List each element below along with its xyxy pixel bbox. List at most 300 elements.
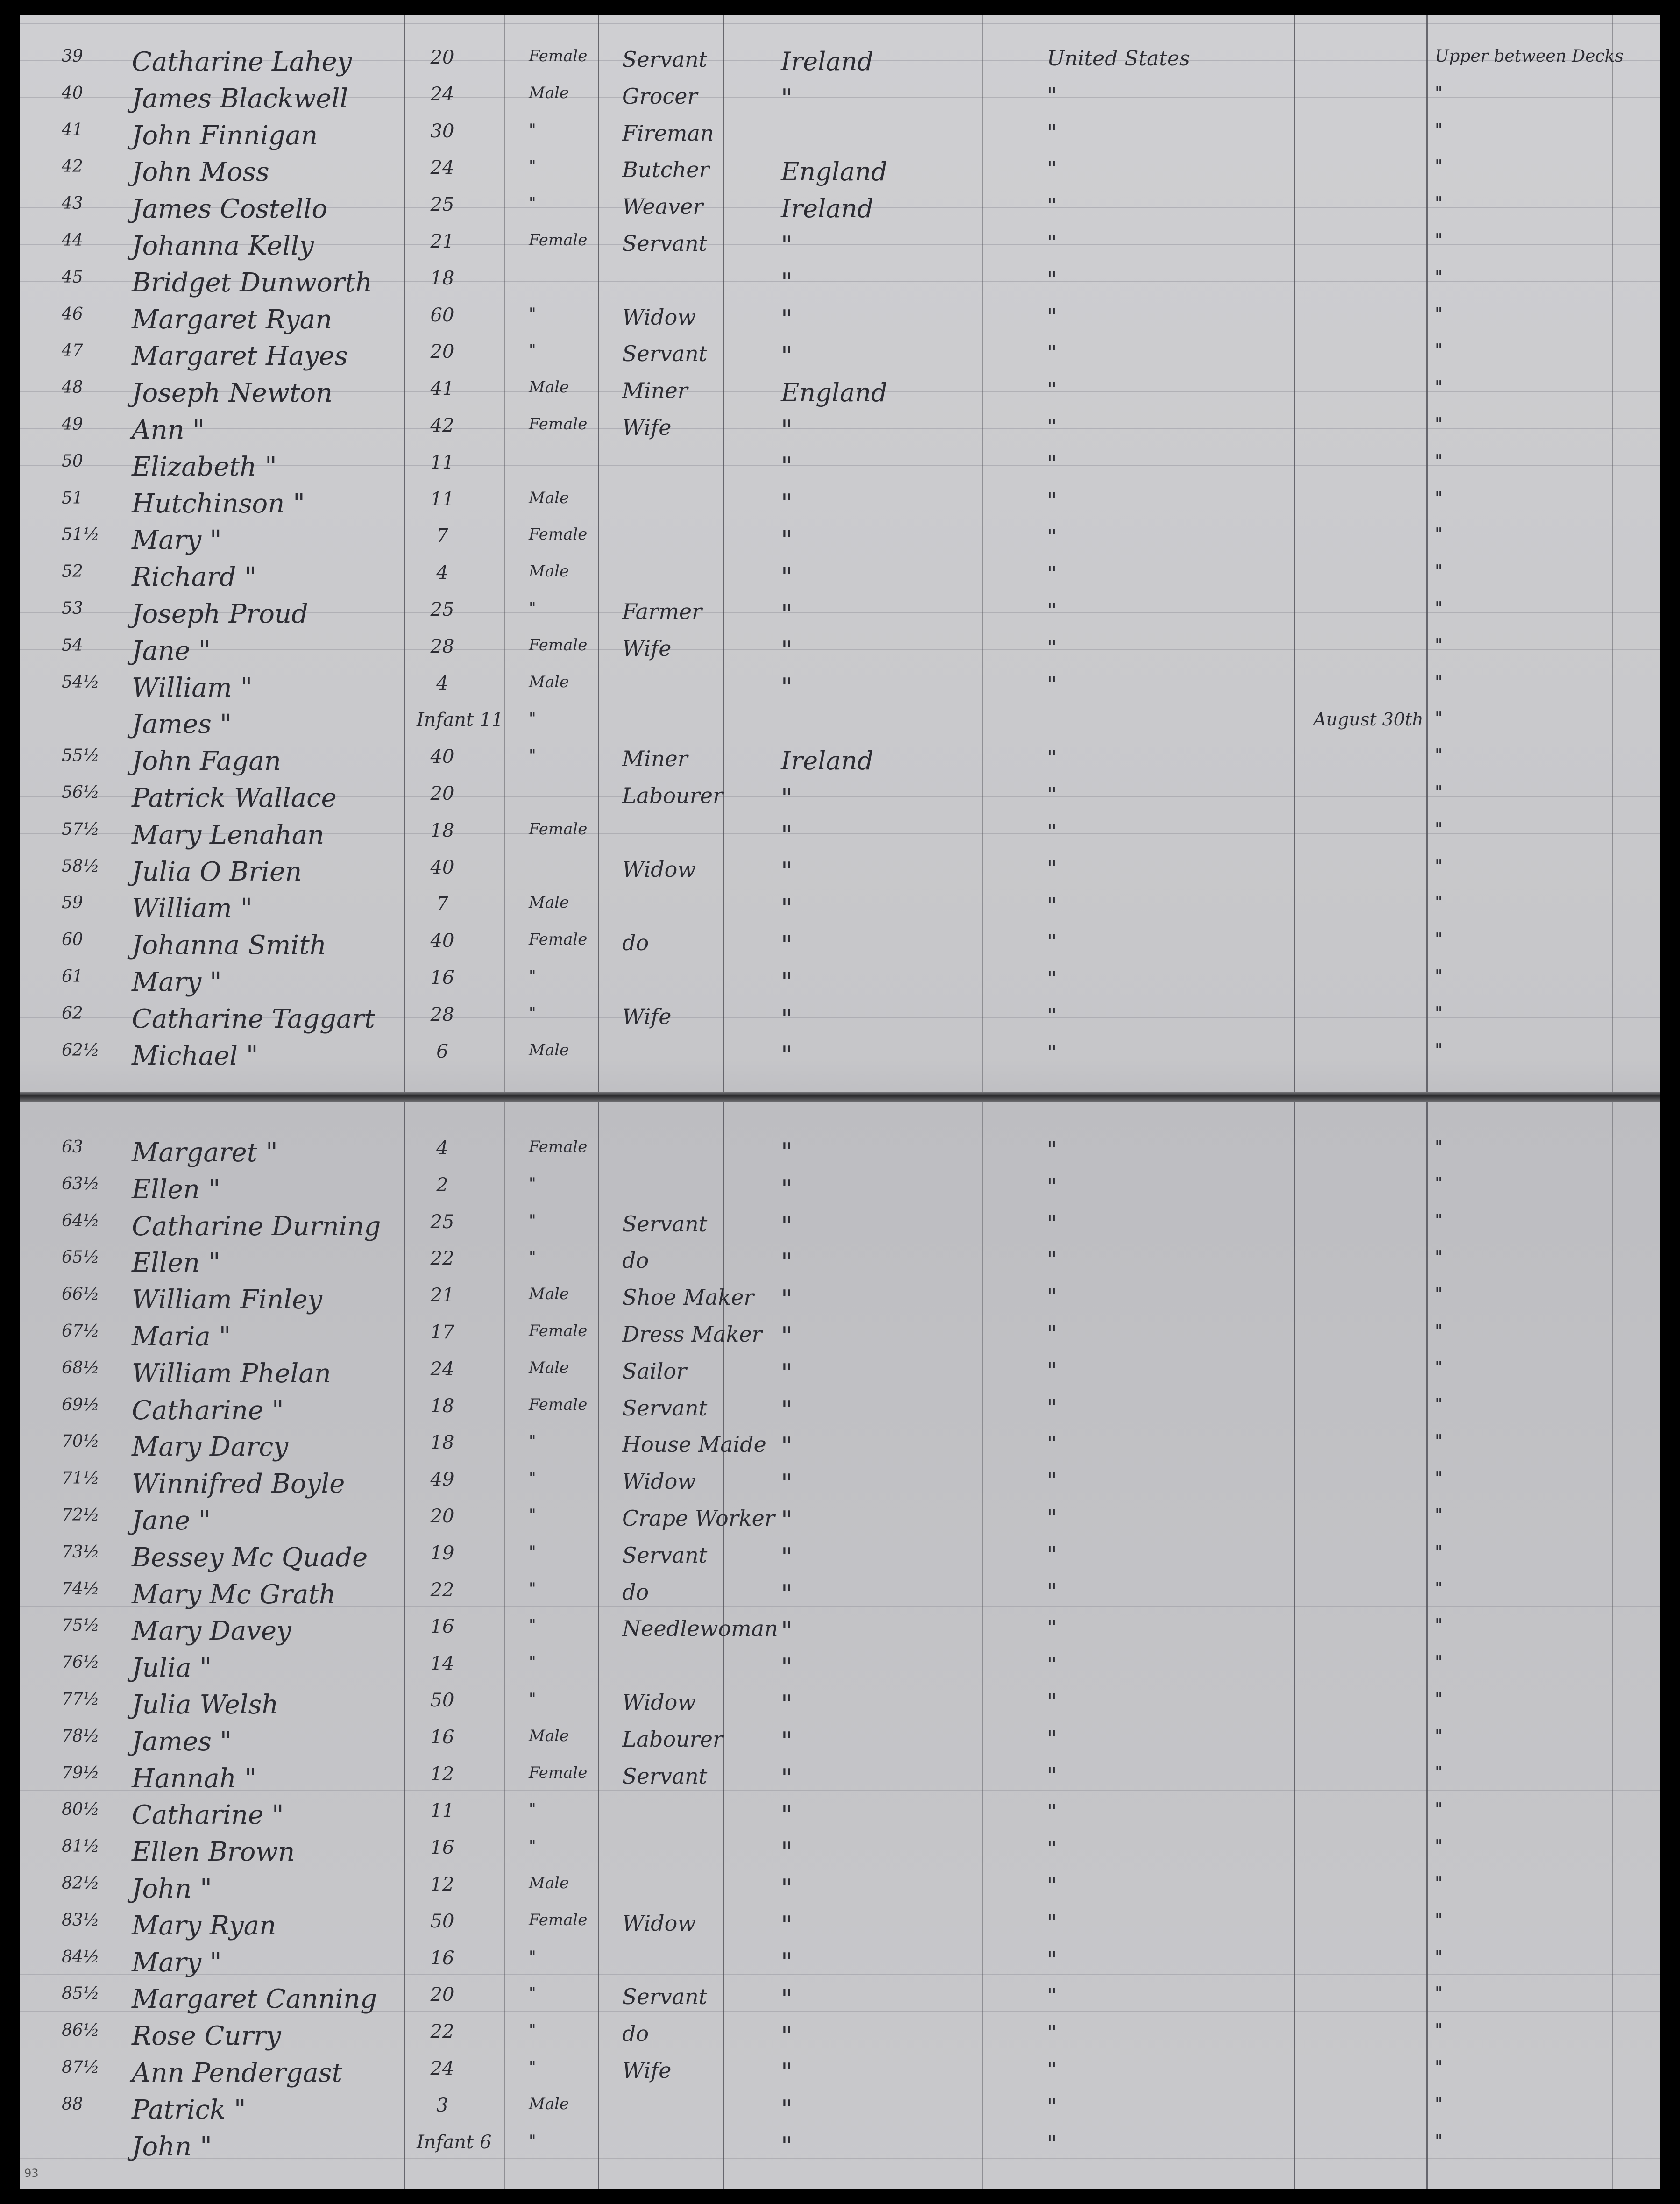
passenger-berth: " bbox=[1435, 120, 1443, 140]
passenger-dest: " bbox=[1047, 194, 1057, 218]
passenger-row bbox=[20, 337, 1660, 374]
passenger-age: 4 bbox=[436, 562, 448, 584]
passenger-berth: " bbox=[1435, 1395, 1443, 1415]
passenger-sex: " bbox=[529, 1800, 536, 1819]
passenger-sex: " bbox=[529, 194, 536, 213]
passenger-country: " bbox=[781, 488, 793, 518]
passenger-sex: Female bbox=[529, 1395, 588, 1414]
passenger-dest: " bbox=[1047, 819, 1057, 844]
passenger-row bbox=[20, 2091, 1660, 2127]
passenger-country: " bbox=[781, 1542, 793, 1572]
passenger-name: James " bbox=[132, 1726, 232, 1757]
passenger-num: 81½ bbox=[62, 1837, 99, 1856]
passenger-name: Patrick " bbox=[132, 2094, 246, 2125]
passenger-country: " bbox=[781, 415, 793, 444]
passenger-name: Julia " bbox=[132, 1653, 212, 1684]
passenger-dest: " bbox=[1047, 2131, 1057, 2155]
passenger-num: 68½ bbox=[62, 1358, 99, 1378]
passenger-occupation: Wife bbox=[622, 415, 672, 440]
passenger-dest: " bbox=[1047, 2058, 1057, 2082]
passenger-row bbox=[20, 1465, 1660, 1501]
passenger-sex: " bbox=[529, 1248, 536, 1267]
passenger-occupation: Wife bbox=[622, 1003, 672, 1029]
passenger-berth: " bbox=[1435, 1322, 1443, 1341]
passenger-name: Catharine Taggart bbox=[132, 1003, 375, 1034]
passenger-num: 56½ bbox=[62, 783, 99, 802]
passenger-num: 42 bbox=[62, 157, 83, 177]
passenger-country: Ireland bbox=[781, 47, 873, 76]
passenger-sex: Male bbox=[529, 562, 569, 581]
passenger-num: 70½ bbox=[62, 1432, 99, 1451]
passenger-name: Margaret Canning bbox=[132, 1984, 377, 2015]
passenger-row bbox=[20, 1428, 1660, 1465]
passenger-num: 67½ bbox=[62, 1322, 99, 1341]
passenger-occupation: Widow bbox=[622, 1690, 696, 1715]
passenger-country: " bbox=[781, 1211, 793, 1241]
passenger-num: 51½ bbox=[62, 525, 99, 545]
passenger-sex: Male bbox=[529, 672, 569, 691]
passenger-sex: Female bbox=[529, 525, 588, 544]
page-fold bbox=[20, 1092, 1660, 1102]
passenger-country: " bbox=[781, 2021, 793, 2051]
passenger-dest: " bbox=[1047, 1837, 1057, 1861]
passenger-num: 73½ bbox=[62, 1542, 99, 1562]
passenger-row bbox=[20, 1281, 1660, 1317]
passenger-sex: " bbox=[529, 1506, 536, 1524]
passenger-occupation: Butcher bbox=[622, 157, 709, 183]
passenger-name: Richard " bbox=[132, 562, 257, 593]
passenger-name: William Phelan bbox=[132, 1358, 331, 1389]
passenger-age: 22 bbox=[430, 1579, 454, 1601]
passenger-num: 40 bbox=[62, 83, 83, 103]
passenger-age: 18 bbox=[430, 819, 454, 841]
passenger-occupation: do bbox=[622, 930, 649, 956]
passenger-berth: " bbox=[1435, 1800, 1443, 1820]
passenger-dest: " bbox=[1047, 1874, 1057, 1898]
passenger-berth: " bbox=[1435, 1432, 1443, 1451]
passenger-berth: " bbox=[1435, 1211, 1443, 1230]
passenger-country: " bbox=[781, 1800, 793, 1830]
passenger-occupation: Crape Worker bbox=[622, 1506, 775, 1531]
passenger-occupation: Sailor bbox=[622, 1358, 687, 1384]
passenger-age: 30 bbox=[430, 120, 454, 142]
passenger-row bbox=[20, 264, 1660, 300]
passenger-num: 82½ bbox=[62, 1874, 99, 1893]
passenger-row bbox=[20, 1208, 1660, 1244]
passenger-dest: " bbox=[1047, 1358, 1057, 1382]
passenger-country: England bbox=[781, 378, 887, 408]
passenger-occupation: Servant bbox=[622, 1763, 708, 1789]
passenger-age: 40 bbox=[430, 746, 454, 768]
passenger-name: James " bbox=[132, 709, 232, 740]
passenger-num: 62½ bbox=[62, 1040, 99, 1060]
passenger-occupation: Labourer bbox=[622, 783, 723, 808]
passenger-name: Julia Welsh bbox=[132, 1690, 279, 1720]
passenger-sex: Female bbox=[529, 47, 588, 65]
passenger-sex: " bbox=[529, 2021, 536, 2040]
passenger-num: 61 bbox=[62, 967, 83, 986]
passenger-num: 65½ bbox=[62, 1248, 99, 1267]
passenger-age: 22 bbox=[430, 1248, 454, 1270]
passenger-row bbox=[20, 374, 1660, 411]
passenger-age: 60 bbox=[430, 304, 454, 326]
passenger-sex: Female bbox=[529, 415, 588, 434]
passenger-sex: " bbox=[529, 1690, 536, 1708]
passenger-berth: " bbox=[1435, 341, 1443, 361]
passenger-age: 21 bbox=[430, 1285, 454, 1307]
passenger-dest: " bbox=[1047, 1211, 1057, 1235]
passenger-dest: " bbox=[1047, 1003, 1057, 1028]
passenger-age: 11 bbox=[430, 488, 454, 510]
passenger-name: Catharine " bbox=[132, 1395, 284, 1426]
passenger-row bbox=[20, 411, 1660, 448]
passenger-num: 57½ bbox=[62, 819, 99, 839]
passenger-num: 66½ bbox=[62, 1285, 99, 1304]
passenger-country: " bbox=[781, 562, 793, 592]
passenger-occupation: Servant bbox=[622, 1395, 708, 1421]
passenger-age: 12 bbox=[430, 1763, 454, 1785]
passenger-dest: " bbox=[1047, 1542, 1057, 1566]
sheet-number: 93 bbox=[24, 2167, 39, 2180]
passenger-berth: " bbox=[1435, 599, 1443, 618]
passenger-country: Ireland bbox=[781, 746, 873, 776]
passenger-country: " bbox=[781, 1432, 793, 1462]
passenger-berth: " bbox=[1435, 1285, 1443, 1304]
passenger-num: 47 bbox=[62, 341, 83, 361]
passenger-row bbox=[20, 595, 1660, 632]
passenger-occupation: do bbox=[622, 1579, 649, 1605]
passenger-country: " bbox=[781, 2094, 793, 2124]
passenger-occupation: Servant bbox=[622, 1211, 708, 1237]
passenger-num: 69½ bbox=[62, 1395, 99, 1415]
passenger-dest: " bbox=[1047, 304, 1057, 328]
passenger-row bbox=[20, 2054, 1660, 2090]
passenger-berth: " bbox=[1435, 2131, 1443, 2151]
passenger-row bbox=[20, 1796, 1660, 1833]
passenger-berth: " bbox=[1435, 1040, 1443, 1060]
passenger-name: Joseph Proud bbox=[132, 599, 308, 629]
passenger-name: Mary Davey bbox=[132, 1616, 291, 1647]
passenger-name: Mary " bbox=[132, 525, 222, 556]
passenger-age: 14 bbox=[430, 1653, 454, 1675]
passenger-name: Joseph Newton bbox=[132, 378, 333, 409]
passenger-sex: " bbox=[529, 1003, 536, 1023]
passenger-occupation: House Maide bbox=[622, 1432, 766, 1457]
passenger-occupation: Widow bbox=[622, 1910, 696, 1936]
passenger-num: 48 bbox=[62, 378, 83, 398]
passenger-country: " bbox=[781, 1040, 793, 1070]
passenger-country: " bbox=[781, 1837, 793, 1867]
passenger-age: 20 bbox=[430, 1506, 454, 1527]
passenger-dest: " bbox=[1047, 599, 1057, 623]
passenger-age: 24 bbox=[430, 2058, 454, 2079]
passenger-dest: " bbox=[1047, 1174, 1057, 1198]
passenger-country: " bbox=[781, 1358, 793, 1388]
passenger-name: Bridget Dunworth bbox=[132, 267, 372, 298]
passenger-name: Margaret " bbox=[132, 1138, 278, 1168]
passenger-sex: " bbox=[529, 157, 536, 176]
passenger-dest: " bbox=[1047, 562, 1057, 586]
passenger-num: 52 bbox=[62, 562, 83, 582]
passenger-row bbox=[20, 1539, 1660, 1575]
passenger-age: 18 bbox=[430, 1432, 454, 1454]
passenger-name: Catharine Lahey bbox=[132, 47, 352, 77]
passenger-num: 74½ bbox=[62, 1579, 99, 1599]
passenger-occupation: Needlewoman bbox=[622, 1616, 778, 1642]
passenger-dest: " bbox=[1047, 1432, 1057, 1456]
passenger-country: " bbox=[781, 83, 793, 113]
passenger-row bbox=[20, 1134, 1660, 1170]
passenger-name: Hutchinson " bbox=[132, 488, 305, 519]
passenger-berth: " bbox=[1435, 2021, 1443, 2040]
passenger-sex: Male bbox=[529, 1726, 569, 1745]
passenger-dest: " bbox=[1047, 2021, 1057, 2045]
passenger-country: " bbox=[781, 967, 793, 996]
passenger-name: Mary " bbox=[132, 967, 222, 997]
passenger-dest: " bbox=[1047, 231, 1057, 255]
passenger-berth: " bbox=[1435, 1616, 1443, 1635]
passenger-occupation: Grocer bbox=[622, 83, 698, 109]
passenger-sex: " bbox=[529, 1174, 536, 1193]
passenger-age: 40 bbox=[430, 856, 454, 878]
passenger-row bbox=[20, 963, 1660, 1000]
passenger-num: 85½ bbox=[62, 1984, 99, 2004]
passenger-row bbox=[20, 1870, 1660, 1906]
passenger-name: John Fagan bbox=[132, 746, 281, 777]
passenger-num: 88 bbox=[62, 2094, 83, 2114]
passenger-row bbox=[20, 301, 1660, 337]
passenger-age: 28 bbox=[430, 1003, 454, 1025]
passenger-row bbox=[20, 669, 1660, 705]
passenger-berth: " bbox=[1435, 1910, 1443, 1930]
passenger-berth: " bbox=[1435, 1763, 1443, 1783]
passenger-sex: Female bbox=[529, 1763, 588, 1782]
passenger-sex: " bbox=[529, 120, 536, 139]
passenger-num: 77½ bbox=[62, 1690, 99, 1709]
passenger-country: " bbox=[781, 525, 793, 555]
passenger-dest: " bbox=[1047, 1138, 1057, 1161]
passenger-country: " bbox=[781, 930, 793, 960]
passenger-dest: " bbox=[1047, 1469, 1057, 1493]
passenger-row bbox=[20, 1907, 1660, 1943]
passenger-country: " bbox=[781, 1763, 793, 1793]
passenger-row bbox=[20, 485, 1660, 521]
passenger-country: " bbox=[781, 1947, 793, 1977]
passenger-row bbox=[20, 1723, 1660, 1759]
passenger-name: James Costello bbox=[132, 194, 328, 225]
passenger-country: " bbox=[781, 304, 793, 334]
passenger-dest: " bbox=[1047, 2094, 1057, 2119]
passenger-sex: " bbox=[529, 709, 536, 728]
passenger-country: " bbox=[781, 1579, 793, 1609]
passenger-age: 20 bbox=[430, 783, 454, 804]
passenger-num: 58½ bbox=[62, 856, 99, 876]
passenger-country: " bbox=[781, 1984, 793, 2014]
passenger-num: 51 bbox=[62, 488, 83, 508]
passenger-row bbox=[20, 190, 1660, 227]
passenger-sex: " bbox=[529, 2131, 536, 2150]
passenger-country: " bbox=[781, 783, 793, 812]
passenger-dest: " bbox=[1047, 1040, 1057, 1065]
passenger-age: 50 bbox=[430, 1910, 454, 1932]
passenger-age: 16 bbox=[430, 1616, 454, 1638]
passenger-sex: Female bbox=[529, 930, 588, 949]
manifest-sheet bbox=[20, 15, 1660, 2189]
passenger-row bbox=[20, 1649, 1660, 1685]
passenger-num: 86½ bbox=[62, 2021, 99, 2040]
passenger-occupation: Wife bbox=[622, 635, 672, 661]
passenger-country: " bbox=[781, 1138, 793, 1167]
passenger-age: 12 bbox=[430, 1874, 454, 1895]
passenger-row bbox=[20, 1944, 1660, 1980]
passenger-berth: " bbox=[1435, 304, 1443, 324]
passenger-occupation: Farmer bbox=[622, 599, 702, 624]
passenger-dest: " bbox=[1047, 1947, 1057, 1971]
passenger-num: 79½ bbox=[62, 1763, 99, 1783]
passenger-name: William Finley bbox=[132, 1285, 323, 1315]
passenger-country: " bbox=[781, 635, 793, 665]
passenger-num: 39 bbox=[62, 47, 83, 66]
passenger-sex: Male bbox=[529, 893, 569, 912]
passenger-age: 41 bbox=[430, 378, 454, 400]
passenger-num: 44 bbox=[62, 231, 83, 250]
passenger-num: 49 bbox=[62, 415, 83, 434]
passenger-berth: " bbox=[1435, 267, 1443, 287]
passenger-dest: " bbox=[1047, 1248, 1057, 1272]
passenger-date: August 30th bbox=[1313, 709, 1424, 730]
passenger-age: 16 bbox=[430, 1726, 454, 1748]
passenger-occupation: Fireman bbox=[622, 120, 714, 146]
passenger-dest: " bbox=[1047, 341, 1057, 365]
passenger-num: 41 bbox=[62, 120, 83, 140]
passenger-num: 62 bbox=[62, 1003, 83, 1023]
passenger-num: 50 bbox=[62, 451, 83, 471]
passenger-dest: United States bbox=[1047, 47, 1190, 71]
passenger-dest: " bbox=[1047, 1579, 1057, 1603]
passenger-row bbox=[20, 1171, 1660, 1207]
passenger-name: William " bbox=[132, 893, 253, 924]
passenger-sex: Male bbox=[529, 1358, 569, 1377]
passenger-country: " bbox=[781, 2131, 793, 2161]
passenger-row bbox=[20, 1244, 1660, 1280]
passenger-num: 60 bbox=[62, 930, 83, 950]
passenger-berth: " bbox=[1435, 1874, 1443, 1893]
passenger-sex: Female bbox=[529, 635, 588, 654]
passenger-sex: " bbox=[529, 1947, 536, 1966]
passenger-berth: " bbox=[1435, 1947, 1443, 1967]
passenger-dest: " bbox=[1047, 635, 1057, 660]
passenger-name: Mary " bbox=[132, 1947, 222, 1978]
passenger-country: " bbox=[781, 1874, 793, 1903]
passenger-name: Hannah " bbox=[132, 1763, 257, 1794]
passenger-num: 83½ bbox=[62, 1910, 99, 1930]
passenger-age: 24 bbox=[430, 157, 454, 179]
passenger-name: Margaret Hayes bbox=[132, 341, 348, 372]
passenger-country: " bbox=[781, 1248, 793, 1278]
passenger-berth: " bbox=[1435, 1358, 1443, 1378]
passenger-occupation: Weaver bbox=[622, 194, 703, 220]
passenger-sex: Male bbox=[529, 1040, 569, 1059]
passenger-sex: Male bbox=[529, 1285, 569, 1304]
passenger-row bbox=[20, 153, 1660, 190]
passenger-occupation: Widow bbox=[622, 856, 696, 882]
passenger-berth: " bbox=[1435, 451, 1443, 471]
passenger-berth: " bbox=[1435, 1690, 1443, 1709]
passenger-sex: Female bbox=[529, 1138, 588, 1156]
passenger-num: 45 bbox=[62, 267, 83, 287]
passenger-age: 28 bbox=[430, 635, 454, 657]
passenger-age: 24 bbox=[430, 83, 454, 105]
passenger-country: " bbox=[781, 1322, 793, 1351]
passenger-age: 11 bbox=[430, 451, 454, 473]
passenger-age: 7 bbox=[436, 893, 448, 915]
passenger-berth: " bbox=[1435, 930, 1443, 950]
passenger-berth: Upper between Decks bbox=[1435, 47, 1623, 66]
passenger-row bbox=[20, 1760, 1660, 1796]
passenger-age: Infant bbox=[417, 2131, 474, 2153]
passenger-row bbox=[20, 1000, 1660, 1037]
passenger-age: 16 bbox=[430, 1947, 454, 1969]
passenger-extra: 11 bbox=[480, 709, 503, 731]
passenger-country: " bbox=[781, 672, 793, 702]
passenger-berth: " bbox=[1435, 415, 1443, 434]
passenger-country: " bbox=[781, 1003, 793, 1033]
passenger-name: Jane " bbox=[132, 1506, 211, 1536]
passenger-sex: Male bbox=[529, 488, 569, 507]
passenger-name: Rose Curry bbox=[132, 2021, 281, 2052]
passenger-country: " bbox=[781, 1616, 793, 1646]
passenger-num: 46 bbox=[62, 304, 83, 324]
passenger-country: " bbox=[781, 341, 793, 371]
passenger-age: 18 bbox=[430, 1395, 454, 1417]
passenger-dest: " bbox=[1047, 1984, 1057, 2008]
passenger-dest: " bbox=[1047, 930, 1057, 954]
passenger-berth: " bbox=[1435, 1248, 1443, 1267]
passenger-num: 63 bbox=[62, 1138, 83, 1157]
passenger-sex: " bbox=[529, 967, 536, 986]
passenger-name: Catharine " bbox=[132, 1800, 284, 1831]
passenger-occupation: Miner bbox=[622, 378, 688, 404]
passenger-num: 53 bbox=[62, 599, 83, 618]
passenger-country: " bbox=[781, 599, 793, 628]
passenger-row bbox=[20, 779, 1660, 816]
passenger-occupation: Servant bbox=[622, 341, 708, 367]
passenger-berth: " bbox=[1435, 672, 1443, 692]
passenger-name: William " bbox=[132, 672, 253, 703]
passenger-row bbox=[20, 2128, 1660, 2164]
passenger-row bbox=[20, 1318, 1660, 1354]
passenger-num: 80½ bbox=[62, 1800, 99, 1820]
passenger-name: Winnifred Boyle bbox=[132, 1469, 345, 1500]
passenger-berth: " bbox=[1435, 231, 1443, 250]
passenger-country: " bbox=[781, 1469, 793, 1499]
passenger-dest: " bbox=[1047, 783, 1057, 807]
passenger-row bbox=[20, 1355, 1660, 1391]
passenger-name: Mary Darcy bbox=[132, 1432, 288, 1463]
passenger-berth: " bbox=[1435, 1837, 1443, 1856]
passenger-country: " bbox=[781, 1174, 793, 1204]
passenger-berth: " bbox=[1435, 562, 1443, 582]
passenger-age: 17 bbox=[430, 1322, 454, 1343]
passenger-num: 59 bbox=[62, 893, 83, 913]
passenger-row bbox=[20, 742, 1660, 779]
passenger-row bbox=[20, 1576, 1660, 1612]
passenger-row bbox=[20, 80, 1660, 116]
passenger-sex: Female bbox=[529, 1910, 588, 1929]
passenger-berth: " bbox=[1435, 2094, 1443, 2114]
passenger-age: 16 bbox=[430, 967, 454, 988]
passenger-row bbox=[20, 705, 1660, 742]
